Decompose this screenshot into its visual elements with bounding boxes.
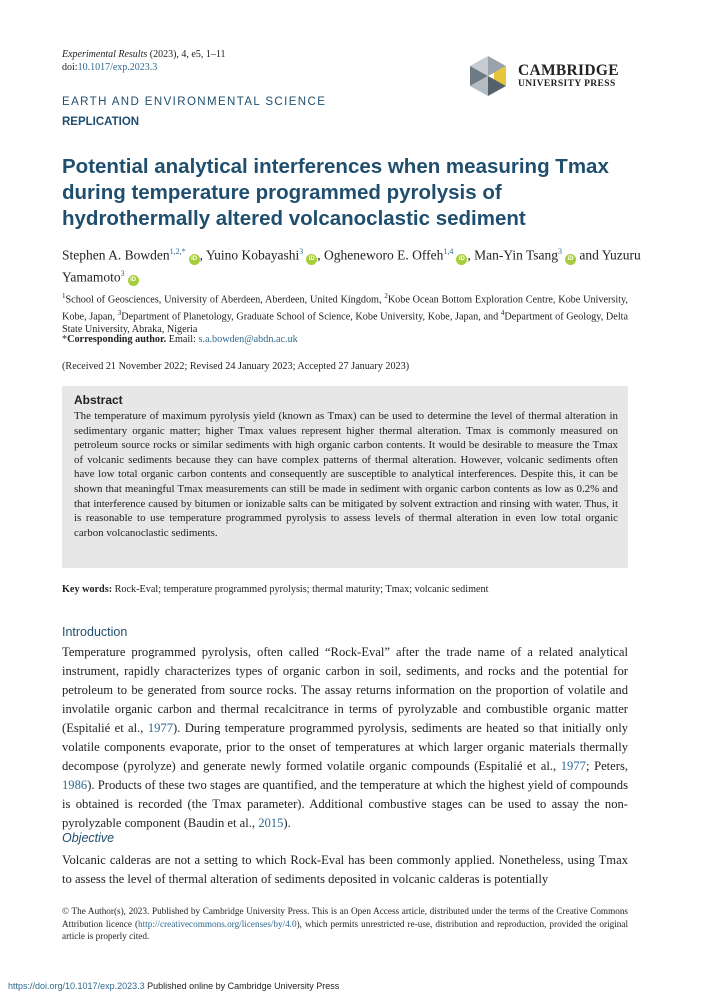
author-list xyxy=(62,243,642,286)
corresponding-label: Corresponding author. xyxy=(67,334,167,345)
journal-name: Experimental Results xyxy=(62,49,148,60)
introduction-heading: Introduction xyxy=(62,625,128,639)
doi-link[interactable]: 10.1017/exp.2023.3 xyxy=(77,62,158,73)
affiliation-sup: 2 xyxy=(384,292,388,300)
footer-doi-link[interactable]: https://doi.org/10.1017/exp.2023.3 xyxy=(8,981,145,991)
cup-shield-icon xyxy=(466,54,510,98)
keywords-text: Rock-Eval; temperature programmed pyrolysis; thermal maturity; Tmax; volcanic sediment xyxy=(112,584,489,595)
email-link[interactable]: s.a.bowden@abdn.ac.uk xyxy=(198,334,298,345)
keywords xyxy=(62,584,488,595)
affiliation-sup: 4 xyxy=(500,308,505,317)
publisher-name: CAMBRIDGE xyxy=(518,62,619,79)
author-affiliation-sup: 3 xyxy=(299,247,304,256)
author-affiliation-sup: 3 xyxy=(120,268,125,278)
orcid-icon[interactable]: iD xyxy=(306,254,317,265)
objective-heading: Objective xyxy=(62,831,115,845)
publisher-sub: UNIVERSITY PRESS xyxy=(518,79,616,89)
orcid-icon[interactable]: iD xyxy=(565,254,576,265)
affiliation-text: Kobe Ocean Bottom Exploration Centre, Kobe University, Kobe, Japan, xyxy=(62,294,628,322)
received-dates: (Received 21 November 2022; Revised 24 January 2023; Accepted 27 January 2023) xyxy=(62,361,410,372)
license-notice: © The Author(s), 2023. Published by Cambridge University Press. This is an Open Access article, distributed under the terms of the Creative Commons Attribution licence (http://creativecommons.org/licenses/by/4.0), which permits unrestricted re-use, distribution and reproduction, provided the original article is properly cited. xyxy=(62,906,628,941)
author-affiliation-sup: 1,4 xyxy=(443,247,454,256)
author-separator: , xyxy=(199,247,206,263)
citation-link[interactable]: 1986 xyxy=(62,778,88,792)
orcid-icon[interactable]: iD xyxy=(456,254,467,265)
article-title: Potential analytical interferences when measuring Tmax during temperature programmed pyrolysis of hydrothermally altered volcanoclastic sediment xyxy=(62,155,609,230)
author-name: Yuino Kobayashi xyxy=(205,247,300,263)
author-name: Stephen A. Bowden xyxy=(62,247,170,263)
objective-text: Volcanic calderas are not a setting to which Rock-Eval has been commonly applied. Nonetheless, using Tmax to assess the level of thermal alteration of sediments deposited in volcanic calderas is potentially xyxy=(62,853,628,886)
footer-text: Published online by Cambridge University Press xyxy=(144,981,340,991)
abstract-heading: Abstract xyxy=(74,393,123,407)
orcid-icon[interactable]: iD xyxy=(189,254,200,265)
keywords-label: Key words: xyxy=(62,584,113,595)
author-name: Ogheneworo E. Offeh xyxy=(324,247,444,263)
introduction-text: Temperature programmed pyrolysis, often called “Rock-Eval” after the trade name of a related analytical instrument, rapidly characterizes types of organic carbon in soil, sediments, and rocks and the potential for petroleum to be generated from source rocks. The assay returns information on the proportion of volatile and involatile organic carbon and thermal recalcitrance in terms of pyrolyzable and combustible organic matter (Espitalié et al., 1977). During temperature programmed pyrolysis, sediments are heated so that initially only volatile components evaporate, prior to the onset of temperatures at which larger organic materials thermally decompose (pyrolyze) and generate newly formed volatile organic compounds (Espitalié et al., 1977; Peters, 1986). Products of these two stages are quantified, and the temperature at which the highest yield of compounds is obtained is recorded (the Tmax parameter). Additional combustive stages can be used to assay the non-pyrolyzable component (Baudin et al., 2015). xyxy=(62,645,628,830)
author-name: Yuzuru Yamamoto xyxy=(62,247,641,284)
author-name: Man-Yin Tsang xyxy=(474,247,559,263)
author-separator: and xyxy=(576,247,602,263)
affiliation-sup: 3 xyxy=(117,308,122,317)
journal-citation: (2023), 4, e5, 1–11 xyxy=(147,49,226,60)
affiliation-text: Department of Geology, Delta State University, Abraka, Nigeria xyxy=(62,310,628,336)
author-affiliation-sup: 3 xyxy=(558,247,563,256)
affiliation-text: Department of Planetology, Graduate School of Science, Kobe University, Kobe, Japan, and xyxy=(121,310,501,322)
author-affiliation-sup: 1,2,* xyxy=(169,247,186,256)
author-separator: , xyxy=(467,247,475,263)
abstract-text: The temperature of maximum pyrolysis yield (known as Tmax) can be used to determine the level of thermal alteration in sedimentary organic matter; higher Tmax values represent higher thermal alteration. Tmax is commonly measured on petroleum source rocks or similar sediments with high organic carbon contents. It would be desirable to measure the Tmax of volcanic sediments because they can have complex patterns of thermal alteration. However, volcanic sediments often have low total organic carbon contents and consequently are susceptible to analytical interferences. Despite this, it can be shown that meaningful Tmax measurements can still be made in sediment with organic carbon contents as low as 0.2% and that interference caused by bitumen or ionizable salts can be mitigated by solvent extraction and rinsing with water. Thus, it is reasonable to use temperature programmed pyrolysis to assess levels of thermal alteration in even low total organic carbon volcanoclastic sediments. xyxy=(74,410,618,539)
citation-link[interactable]: 1977 xyxy=(147,721,173,735)
affiliations xyxy=(62,290,628,336)
orcid-icon[interactable]: iD xyxy=(128,275,139,286)
email-label: Email: xyxy=(166,334,199,345)
affiliation-sup: 1 xyxy=(62,292,66,300)
author-separator: , xyxy=(317,247,324,263)
citation-link[interactable]: 2015 xyxy=(258,816,284,830)
abstract-box xyxy=(62,386,628,568)
doi-prefix: doi: xyxy=(62,62,78,73)
citation-link[interactable]: 1977 xyxy=(560,759,586,773)
article-type: REPLICATION xyxy=(62,116,140,128)
corresponding-author: *Corresponding author. Email: s.a.bowden@abdn.ac.uk xyxy=(62,334,298,345)
license-link[interactable]: http://creativecommons.org/licenses/by/4.0 xyxy=(138,918,297,929)
journal-info xyxy=(62,48,226,74)
affiliation-text: School of Geosciences, University of Aberdeen, Aberdeen, United Kingdom, xyxy=(65,294,385,306)
page-footer xyxy=(8,981,339,991)
publisher-logo xyxy=(466,54,642,100)
subject-label: EARTH AND ENVIRONMENTAL SCIENCE xyxy=(62,96,327,108)
